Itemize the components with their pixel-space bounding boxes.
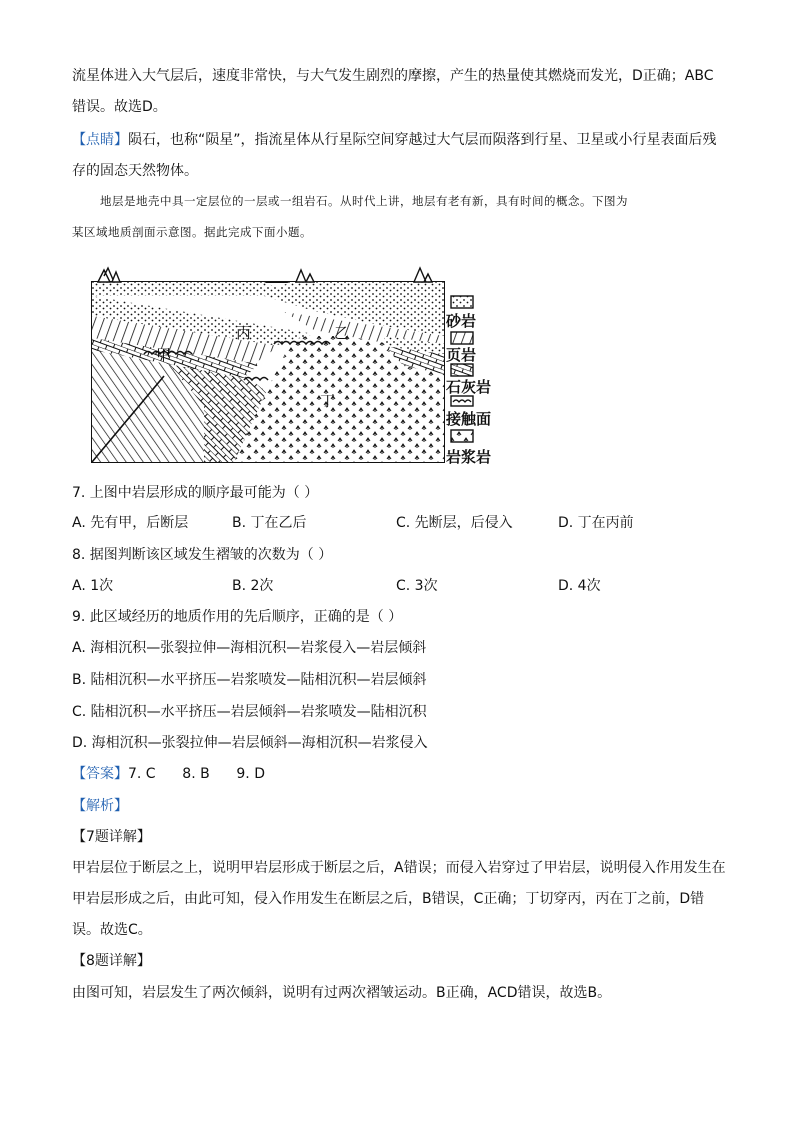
point-line xyxy=(72,130,717,150)
tree-icon xyxy=(296,270,314,282)
point-text: 陨石，也称“陨星”，指流星体从行星际空间穿越过大气层而陨落到行星、卫星或小行星表面后残 xyxy=(128,132,717,148)
detail-8-title: 【8题详解】 xyxy=(72,953,151,969)
legend xyxy=(445,296,491,466)
legend-contact: 接触面 xyxy=(446,410,492,428)
detail-8-line: 由图可知，岩层发生了两次倾斜，说明有过两次褶皱运动。B正确，ACD错误，故选B。 xyxy=(72,985,612,1001)
detail-7-title: 【7题详解】 xyxy=(72,829,151,845)
label-jia: 甲 xyxy=(156,346,172,364)
label-bing: 丙 xyxy=(236,324,252,342)
legend-magma: 岩浆岩 xyxy=(446,448,492,466)
point-bracket: 【点睛】 xyxy=(72,132,128,148)
label-yi: 乙 xyxy=(334,324,350,342)
label-ding: 丁 xyxy=(320,392,336,410)
geology-cross-section-figure xyxy=(84,256,504,468)
detail-7-line: 甲岩层形成之后，由此可知，侵入作用发生在断层之后，B错误，C正确；丁切穿丙，丙在丁之前，D错 xyxy=(72,891,705,907)
question-9-stem: 9. 此区域经历的地质作用的先后顺序，正确的是（ ） xyxy=(72,609,403,625)
q9-option-c[interactable]: C. 陆相沉积—水平挤压—岩层倾斜—岩浆喷发—陆相沉积 xyxy=(72,704,427,720)
q7-option-c[interactable]: C. 先断层，后侵入 xyxy=(396,515,513,531)
q8-option-d[interactable]: D. 4次 xyxy=(558,578,601,594)
answer-line xyxy=(72,764,265,784)
q9-option-a[interactable]: A. 海相沉积—张裂拉伸—海相沉积—岩浆侵入—岩层倾斜 xyxy=(72,640,427,656)
question-7-stem: 7. 上图中岩层形成的顺序最可能为（ ） xyxy=(72,485,319,501)
tree-icon xyxy=(112,272,120,282)
answer-bracket: 【答案】 xyxy=(72,766,128,782)
q9-option-b[interactable]: B. 陆相沉积—水平挤压—岩浆喷发—陆相沉积—岩层倾斜 xyxy=(72,672,427,688)
legend-sandstone: 砂岩 xyxy=(446,312,477,330)
q9-option-d[interactable]: D. 海相沉积—张裂拉伸—岩层倾斜—海相沉积—岩浆侵入 xyxy=(72,735,428,751)
question-8-stem: 8. 据图判断该区域发生褶皱的次数为（ ） xyxy=(72,547,333,563)
q7-option-a[interactable]: A. 先有甲，后断层 xyxy=(72,515,189,531)
q7-option-b[interactable]: B. 丁在乙后 xyxy=(232,515,307,531)
detail-7-line: 误。故选C。 xyxy=(72,922,152,938)
intro-line: 某区域地质剖面示意图。据此完成下面小题。 xyxy=(72,225,312,239)
q8-option-c[interactable]: C. 3次 xyxy=(396,578,438,594)
answer-value: 7. C 8. B 9. D xyxy=(128,766,265,782)
tree-icon xyxy=(98,268,114,282)
detail-7-line: 甲岩层位于断层之上，说明甲岩层形成于断层之后，A错误；而侵入岩穿过了甲岩层，说明侵入作用发生在 xyxy=(72,860,726,876)
text-line: 错误。故选D。 xyxy=(72,99,167,115)
q8-option-b[interactable]: B. 2次 xyxy=(232,578,274,594)
analysis-label: 【解析】 xyxy=(72,798,128,814)
legend-limestone: 石灰岩 xyxy=(446,378,492,396)
text-line: 流星体进入大气层后，速度非常快，与大气发生剧烈的摩擦，产生的热量使其燃烧而发光，D正确；ABC xyxy=(72,68,714,84)
text-line: 存的固态天然物体。 xyxy=(72,163,198,179)
q8-option-a[interactable]: A. 1次 xyxy=(72,578,114,594)
tree-icon xyxy=(414,268,432,282)
legend-shale: 页岩 xyxy=(446,346,477,364)
intro-line: 地层是地壳中具一定层位的一层或一组岩石。从时代上讲，地层有老有新，具有时间的概念。下图为 xyxy=(100,194,628,208)
q7-option-d[interactable]: D. 丁在丙前 xyxy=(558,515,634,531)
